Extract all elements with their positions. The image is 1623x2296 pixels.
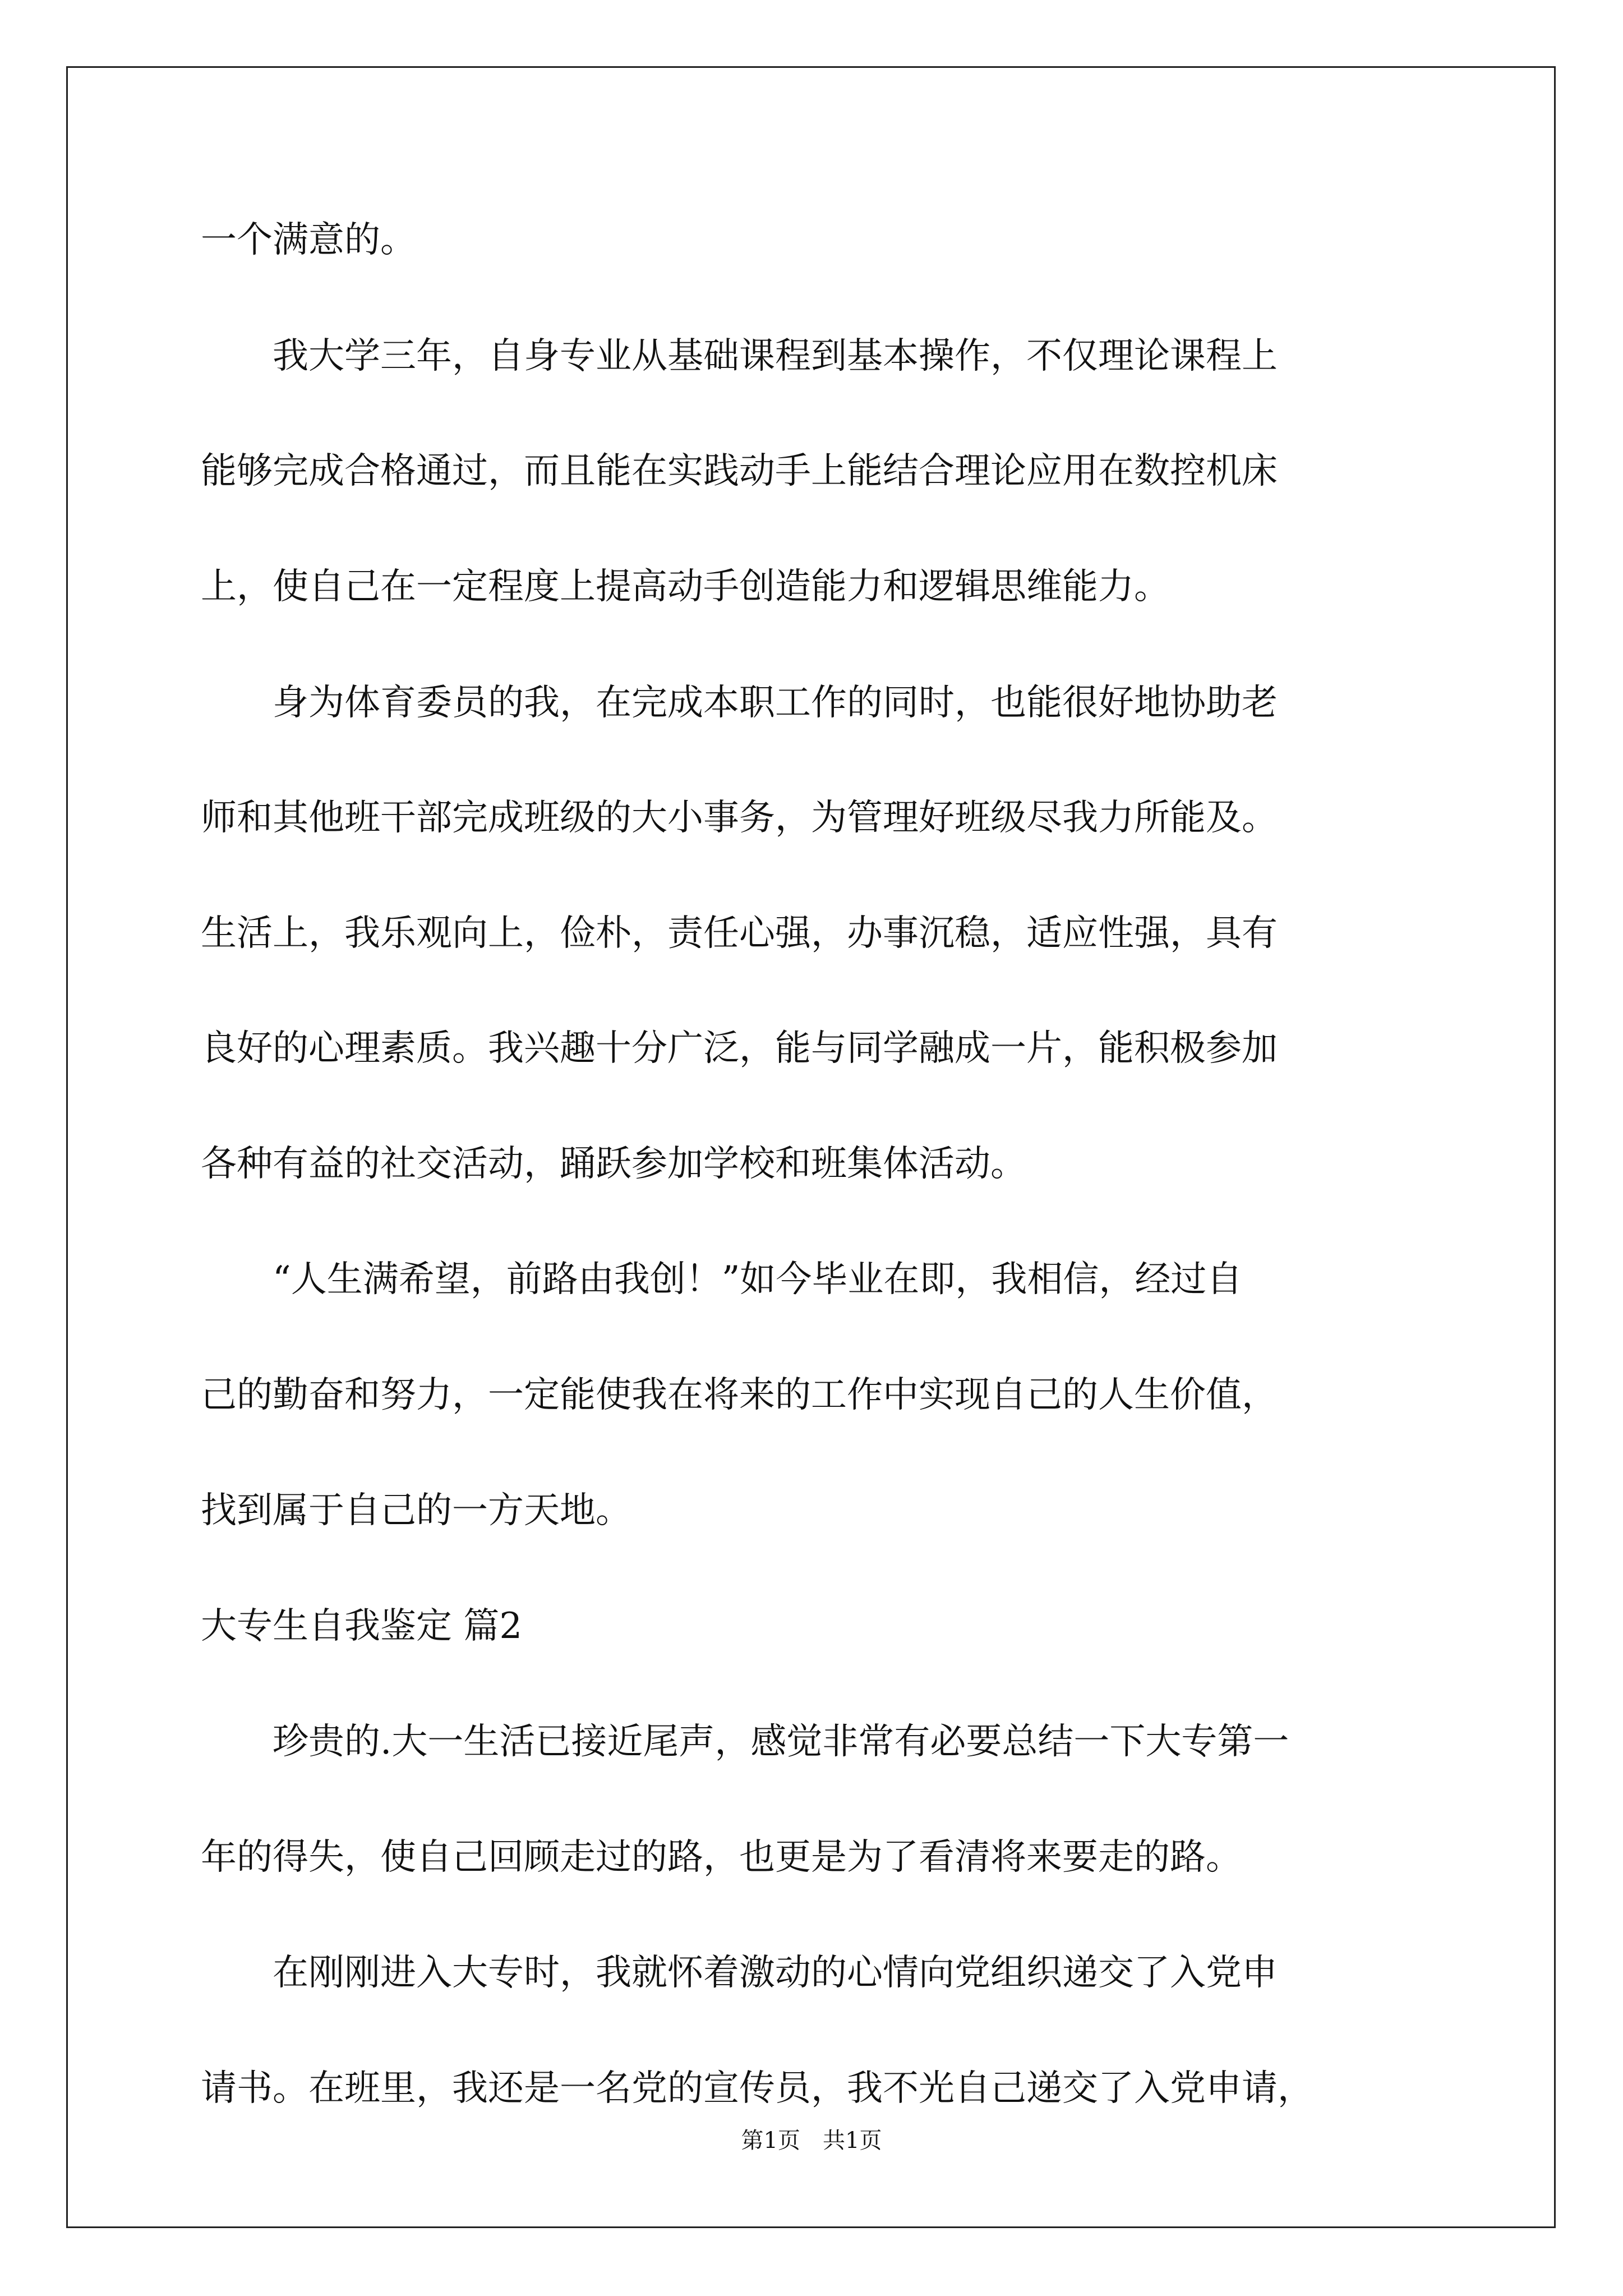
text-line-2: 我大学三年，自身专业从基础课程到基本操作，不仅理论课程上 bbox=[201, 335, 1278, 377]
page-footer: 第1页 共1页 bbox=[741, 2128, 882, 2154]
text-line-8: 良好的心理素质。我兴趣十分广泛，能与同学融成一片，能积极参加 bbox=[201, 1028, 1278, 1069]
text-line-13: 珍贵的.大一生活已接近尾声，感觉非常有必要总结一下大专第一 bbox=[201, 1721, 1289, 1763]
text-line-10: “人生满希望，前路由我创！”如今毕业在即，我相信，经过自 bbox=[201, 1259, 1243, 1300]
text-line-9: 各种有益的社交活动，踊跃参加学校和班集体活动。 bbox=[201, 1143, 1026, 1185]
text-line-14: 年的得失，使自己回顾走过的路，也更是为了看清将来要走的路。 bbox=[201, 1837, 1242, 1878]
text-line-16: 请书。在班里，我还是一名党的宣传员，我不光自己递交了入党申请， bbox=[201, 2068, 1313, 2109]
text-line-6: 师和其他班干部完成班级的大小事务，为管理好班级尽我力所能及。 bbox=[201, 797, 1278, 839]
text-line-7: 生活上，我乐观向上，俭朴，责任心强，办事沉稳，适应性强，具有 bbox=[201, 913, 1278, 954]
text-line-15: 在刚刚进入大专时，我就怀着激动的心情向党组织递交了入党申 bbox=[201, 1952, 1278, 1994]
section-heading: 大专生自我鉴定 篇2 bbox=[201, 1605, 523, 1647]
text-line-5: 身为体育委员的我，在完成本职工作的同时，也能很好地协助老 bbox=[201, 682, 1278, 724]
text-line-11: 己的勤奋和努力，一定能使我在将来的工作中实现自己的人生价值， bbox=[201, 1374, 1278, 1416]
text-line-4: 上，使自己在一定程度上提高动手创造能力和逻辑思维能力。 bbox=[201, 566, 1170, 608]
text-line-1: 一个满意的。 bbox=[201, 219, 416, 261]
text-line-12: 找到属于自己的一方天地。 bbox=[201, 1490, 631, 1531]
text-line-3: 能够完成合格通过，而且能在实践动手上能结合理论应用在数控机床 bbox=[201, 450, 1278, 492]
